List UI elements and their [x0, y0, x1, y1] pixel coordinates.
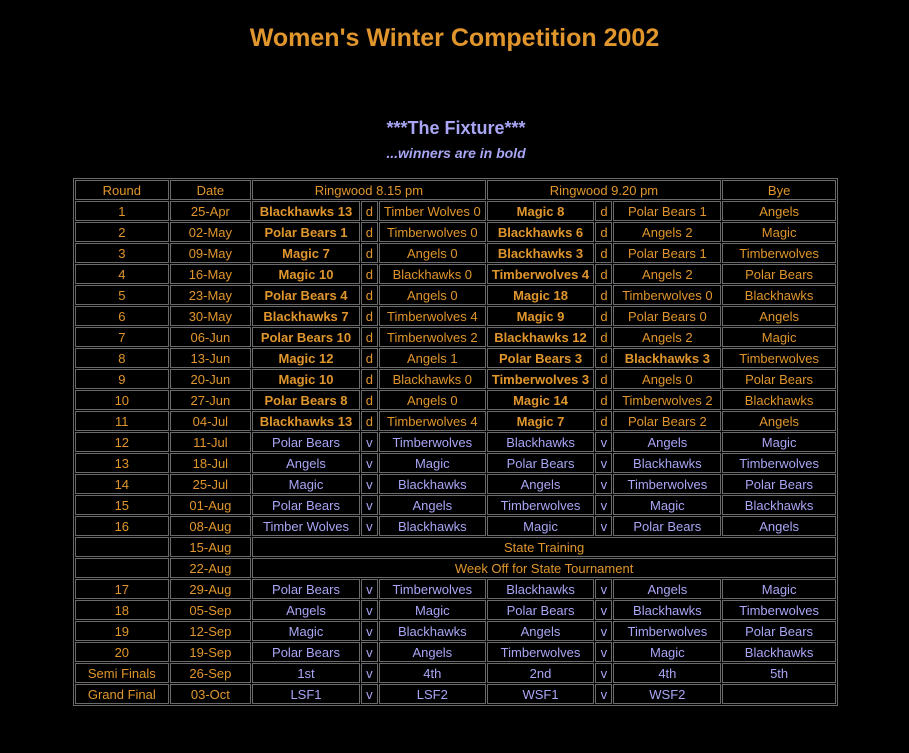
- bye-cell: Timberwolves: [722, 243, 836, 263]
- date-cell: 09-May: [170, 243, 252, 263]
- team-cell: Blackhawks 3: [613, 348, 721, 368]
- result-cell: v: [595, 474, 612, 494]
- result-cell: d: [361, 327, 378, 347]
- result-cell: v: [595, 516, 612, 536]
- team-cell: 4th: [379, 663, 486, 683]
- table-row: [75, 285, 836, 305]
- team-cell: Polar Bears 3: [487, 348, 595, 368]
- team-cell: Magic 8: [487, 201, 595, 221]
- bye-cell: Polar Bears: [722, 474, 836, 494]
- team-cell: Angels 0: [379, 285, 486, 305]
- team-cell: LSF1: [252, 684, 360, 704]
- team-cell: Angels 1: [379, 348, 486, 368]
- date-cell: 04-Jul: [170, 411, 252, 431]
- team-cell: Angels 0: [613, 369, 721, 389]
- header-row: [75, 180, 836, 200]
- event-cell: State Training: [252, 537, 836, 557]
- result-cell: v: [595, 579, 612, 599]
- date-cell: 26-Sep: [170, 663, 252, 683]
- team-cell: Polar Bears: [252, 579, 360, 599]
- result-cell: d: [361, 243, 378, 263]
- round-cell: 4: [75, 264, 169, 284]
- date-cell: 11-Jul: [170, 432, 252, 452]
- team-cell: Magic 7: [487, 411, 595, 431]
- date-cell: 12-Sep: [170, 621, 252, 641]
- team-cell: Angels: [613, 432, 721, 452]
- team-cell: Polar Bears 0: [613, 306, 721, 326]
- round-cell: 1: [75, 201, 169, 221]
- result-cell: v: [361, 663, 378, 683]
- team-cell: Angels 2: [613, 327, 721, 347]
- round-cell: 17: [75, 579, 169, 599]
- result-cell: d: [595, 243, 612, 263]
- team-cell: Timberwolves: [379, 432, 486, 452]
- team-cell: Magic: [379, 600, 486, 620]
- team-cell: Polar Bears: [252, 642, 360, 662]
- date-cell: 06-Jun: [170, 327, 252, 347]
- team-cell: Magic: [487, 516, 595, 536]
- team-cell: Blackhawks 0: [379, 264, 486, 284]
- team-cell: Polar Bears: [487, 453, 595, 473]
- team-cell: Timberwolves 0: [379, 222, 486, 242]
- result-cell: d: [595, 201, 612, 221]
- result-cell: d: [595, 411, 612, 431]
- bye-cell: Angels: [722, 306, 836, 326]
- result-cell: d: [595, 222, 612, 242]
- header-bye: Bye: [722, 180, 836, 200]
- date-cell: 15-Aug: [170, 537, 252, 557]
- round-cell: 8: [75, 348, 169, 368]
- team-cell: Timberwolves: [379, 579, 486, 599]
- table-row: [75, 663, 836, 683]
- result-cell: d: [595, 390, 612, 410]
- team-cell: Blackhawks: [613, 600, 721, 620]
- result-cell: d: [595, 264, 612, 284]
- page-title: Women's Winter Competition 2002: [249, 24, 660, 52]
- date-cell: 23-May: [170, 285, 252, 305]
- table-row: [75, 432, 836, 452]
- table-row: [75, 306, 836, 326]
- fixture-body: [75, 201, 836, 704]
- team-cell: Magic 9: [487, 306, 595, 326]
- bye-cell: Angels: [722, 411, 836, 431]
- result-cell: v: [595, 642, 612, 662]
- result-cell: d: [361, 285, 378, 305]
- round-cell: 6: [75, 306, 169, 326]
- round-cell: 12: [75, 432, 169, 452]
- table-row: [75, 516, 836, 536]
- result-cell: d: [595, 369, 612, 389]
- date-cell: 22-Aug: [170, 558, 252, 578]
- table-row: [75, 264, 836, 284]
- result-cell: d: [361, 201, 378, 221]
- table-row: [75, 201, 836, 221]
- team-cell: Magic: [252, 474, 360, 494]
- team-cell: WSF1: [487, 684, 595, 704]
- result-cell: v: [595, 621, 612, 641]
- team-cell: Magic 7: [252, 243, 360, 263]
- team-cell: Blackhawks 0: [379, 369, 486, 389]
- table-row: [75, 474, 836, 494]
- team-cell: Blackhawks 6: [487, 222, 595, 242]
- team-cell: Polar Bears: [252, 495, 360, 515]
- date-cell: 03-Oct: [170, 684, 252, 704]
- round-cell: 9: [75, 369, 169, 389]
- team-cell: Polar Bears 2: [613, 411, 721, 431]
- bye-cell: Polar Bears: [722, 264, 836, 284]
- team-cell: Polar Bears 1: [252, 222, 360, 242]
- round-cell: 16: [75, 516, 169, 536]
- table-row: [75, 243, 836, 263]
- table-row: [75, 348, 836, 368]
- team-cell: Blackhawks 13: [252, 411, 360, 431]
- bye-cell: Angels: [722, 201, 836, 221]
- header-round: Round: [75, 180, 169, 200]
- team-cell: Angels 0: [379, 390, 486, 410]
- team-cell: Magic 12: [252, 348, 360, 368]
- fixture-note: ...winners are in bold: [386, 145, 526, 161]
- result-cell: d: [361, 348, 378, 368]
- date-cell: 25-Jul: [170, 474, 252, 494]
- team-cell: Blackhawks 13: [252, 201, 360, 221]
- result-cell: d: [361, 390, 378, 410]
- team-cell: Magic: [252, 621, 360, 641]
- bye-cell: Blackhawks: [722, 285, 836, 305]
- result-cell: d: [361, 222, 378, 242]
- table-row: [75, 222, 836, 242]
- result-cell: v: [361, 684, 378, 704]
- table-row: [75, 684, 836, 704]
- result-cell: d: [595, 285, 612, 305]
- bye-cell: Magic: [722, 432, 836, 452]
- team-cell: Angels: [252, 453, 360, 473]
- result-cell: d: [361, 411, 378, 431]
- result-cell: d: [595, 306, 612, 326]
- round-cell: 3: [75, 243, 169, 263]
- round-cell: 15: [75, 495, 169, 515]
- result-cell: v: [361, 432, 378, 452]
- table-row: [75, 495, 836, 515]
- date-cell: 20-Jun: [170, 369, 252, 389]
- team-cell: Blackhawks 12: [487, 327, 595, 347]
- result-cell: v: [361, 621, 378, 641]
- header-venue-2: Ringwood 9.20 pm: [487, 180, 722, 200]
- team-cell: 2nd: [487, 663, 595, 683]
- round-cell: 2: [75, 222, 169, 242]
- date-cell: 05-Sep: [170, 600, 252, 620]
- header-venue-1: Ringwood 8.15 pm: [252, 180, 486, 200]
- team-cell: Polar Bears: [487, 600, 595, 620]
- team-cell: 1st: [252, 663, 360, 683]
- team-cell: Timberwolves 3: [487, 369, 595, 389]
- result-cell: v: [595, 495, 612, 515]
- team-cell: Polar Bears: [252, 432, 360, 452]
- team-cell: Timber Wolves: [252, 516, 360, 536]
- result-cell: v: [595, 600, 612, 620]
- round-cell: 7: [75, 327, 169, 347]
- result-cell: d: [361, 264, 378, 284]
- team-cell: Blackhawks: [487, 579, 595, 599]
- round-cell: 19: [75, 621, 169, 641]
- date-cell: 29-Aug: [170, 579, 252, 599]
- team-cell: Timber Wolves 0: [379, 201, 486, 221]
- round-cell: Semi Finals: [75, 663, 169, 683]
- table-row: [75, 537, 836, 557]
- team-cell: Angels 2: [613, 222, 721, 242]
- round-cell: 14: [75, 474, 169, 494]
- table-row: [75, 453, 836, 473]
- date-cell: 27-Jun: [170, 390, 252, 410]
- table-row: [75, 642, 836, 662]
- team-cell: Angels: [379, 495, 486, 515]
- bye-cell: Timberwolves: [722, 600, 836, 620]
- bye-cell: Timberwolves: [722, 453, 836, 473]
- result-cell: v: [361, 642, 378, 662]
- result-cell: v: [361, 579, 378, 599]
- table-row: [75, 411, 836, 431]
- team-cell: Angels 2: [613, 264, 721, 284]
- result-cell: v: [361, 600, 378, 620]
- team-cell: Blackhawks: [379, 621, 486, 641]
- bye-cell: Blackhawks: [722, 642, 836, 662]
- date-cell: 08-Aug: [170, 516, 252, 536]
- round-cell: 20: [75, 642, 169, 662]
- team-cell: Timberwolves 2: [613, 390, 721, 410]
- bye-cell: Magic: [722, 327, 836, 347]
- team-cell: Magic 10: [252, 369, 360, 389]
- result-cell: v: [361, 495, 378, 515]
- table-row: [75, 558, 836, 578]
- team-cell: Blackhawks: [613, 453, 721, 473]
- team-cell: Timberwolves: [487, 495, 595, 515]
- team-cell: Magic: [379, 453, 486, 473]
- result-cell: v: [595, 663, 612, 683]
- team-cell: Timberwolves 4: [379, 411, 486, 431]
- result-cell: d: [361, 369, 378, 389]
- bye-cell: Polar Bears: [722, 621, 836, 641]
- result-cell: v: [361, 474, 378, 494]
- team-cell: Magic: [613, 642, 721, 662]
- team-cell: Blackhawks: [379, 474, 486, 494]
- team-cell: Angels 0: [379, 243, 486, 263]
- team-cell: Blackhawks 3: [487, 243, 595, 263]
- result-cell: d: [361, 306, 378, 326]
- team-cell: Blackhawks: [487, 432, 595, 452]
- round-cell: 13: [75, 453, 169, 473]
- bye-cell: Angels: [722, 516, 836, 536]
- team-cell: Magic: [613, 495, 721, 515]
- bye-cell: Polar Bears: [722, 369, 836, 389]
- date-cell: 01-Aug: [170, 495, 252, 515]
- result-cell: d: [595, 348, 612, 368]
- round-cell: 11: [75, 411, 169, 431]
- fixture-table: [73, 178, 838, 706]
- date-cell: 25-Apr: [170, 201, 252, 221]
- table-row: [75, 579, 836, 599]
- table-row: [75, 369, 836, 389]
- bye-cell: [722, 684, 836, 704]
- result-cell: v: [595, 453, 612, 473]
- round-cell: Grand Final: [75, 684, 169, 704]
- bye-cell: Blackhawks: [722, 495, 836, 515]
- team-cell: Magic 10: [252, 264, 360, 284]
- round-cell: 5: [75, 285, 169, 305]
- round-cell: [75, 537, 169, 557]
- team-cell: Timberwolves 0: [613, 285, 721, 305]
- bye-cell: Timberwolves: [722, 348, 836, 368]
- date-cell: 02-May: [170, 222, 252, 242]
- team-cell: Timberwolves 2: [379, 327, 486, 347]
- date-cell: 13-Jun: [170, 348, 252, 368]
- team-cell: Timberwolves 4: [379, 306, 486, 326]
- round-cell: 18: [75, 600, 169, 620]
- date-cell: 30-May: [170, 306, 252, 326]
- result-cell: d: [595, 327, 612, 347]
- date-cell: 16-May: [170, 264, 252, 284]
- team-cell: Timberwolves: [613, 474, 721, 494]
- table-row: [75, 327, 836, 347]
- date-cell: 19-Sep: [170, 642, 252, 662]
- team-cell: Polar Bears 1: [613, 243, 721, 263]
- date-cell: 18-Jul: [170, 453, 252, 473]
- table-row: [75, 600, 836, 620]
- result-cell: v: [361, 516, 378, 536]
- team-cell: WSF2: [613, 684, 721, 704]
- team-cell: Angels: [379, 642, 486, 662]
- team-cell: Angels: [487, 474, 595, 494]
- team-cell: Timberwolves 4: [487, 264, 595, 284]
- team-cell: 4th: [613, 663, 721, 683]
- team-cell: Polar Bears: [613, 516, 721, 536]
- table-row: [75, 390, 836, 410]
- round-cell: [75, 558, 169, 578]
- event-cell: Week Off for State Tournament: [252, 558, 836, 578]
- team-cell: Angels: [613, 579, 721, 599]
- table-row: [75, 621, 836, 641]
- team-cell: Blackhawks: [379, 516, 486, 536]
- result-cell: v: [595, 684, 612, 704]
- bye-cell: 5th: [722, 663, 836, 683]
- result-cell: v: [361, 453, 378, 473]
- team-cell: Timberwolves: [487, 642, 595, 662]
- team-cell: Polar Bears 1: [613, 201, 721, 221]
- team-cell: Polar Bears 4: [252, 285, 360, 305]
- team-cell: Polar Bears 8: [252, 390, 360, 410]
- team-cell: Polar Bears 10: [252, 327, 360, 347]
- bye-cell: Magic: [722, 222, 836, 242]
- team-cell: Timberwolves: [613, 621, 721, 641]
- header-date: Date: [170, 180, 252, 200]
- team-cell: Blackhawks 7: [252, 306, 360, 326]
- result-cell: v: [595, 432, 612, 452]
- fixture-title: ***The Fixture***: [386, 118, 526, 138]
- round-cell: 10: [75, 390, 169, 410]
- team-cell: Angels: [252, 600, 360, 620]
- team-cell: Angels: [487, 621, 595, 641]
- team-cell: LSF2: [379, 684, 486, 704]
- bye-cell: Blackhawks: [722, 390, 836, 410]
- bye-cell: Magic: [722, 579, 836, 599]
- team-cell: Magic 18: [487, 285, 595, 305]
- team-cell: Magic 14: [487, 390, 595, 410]
